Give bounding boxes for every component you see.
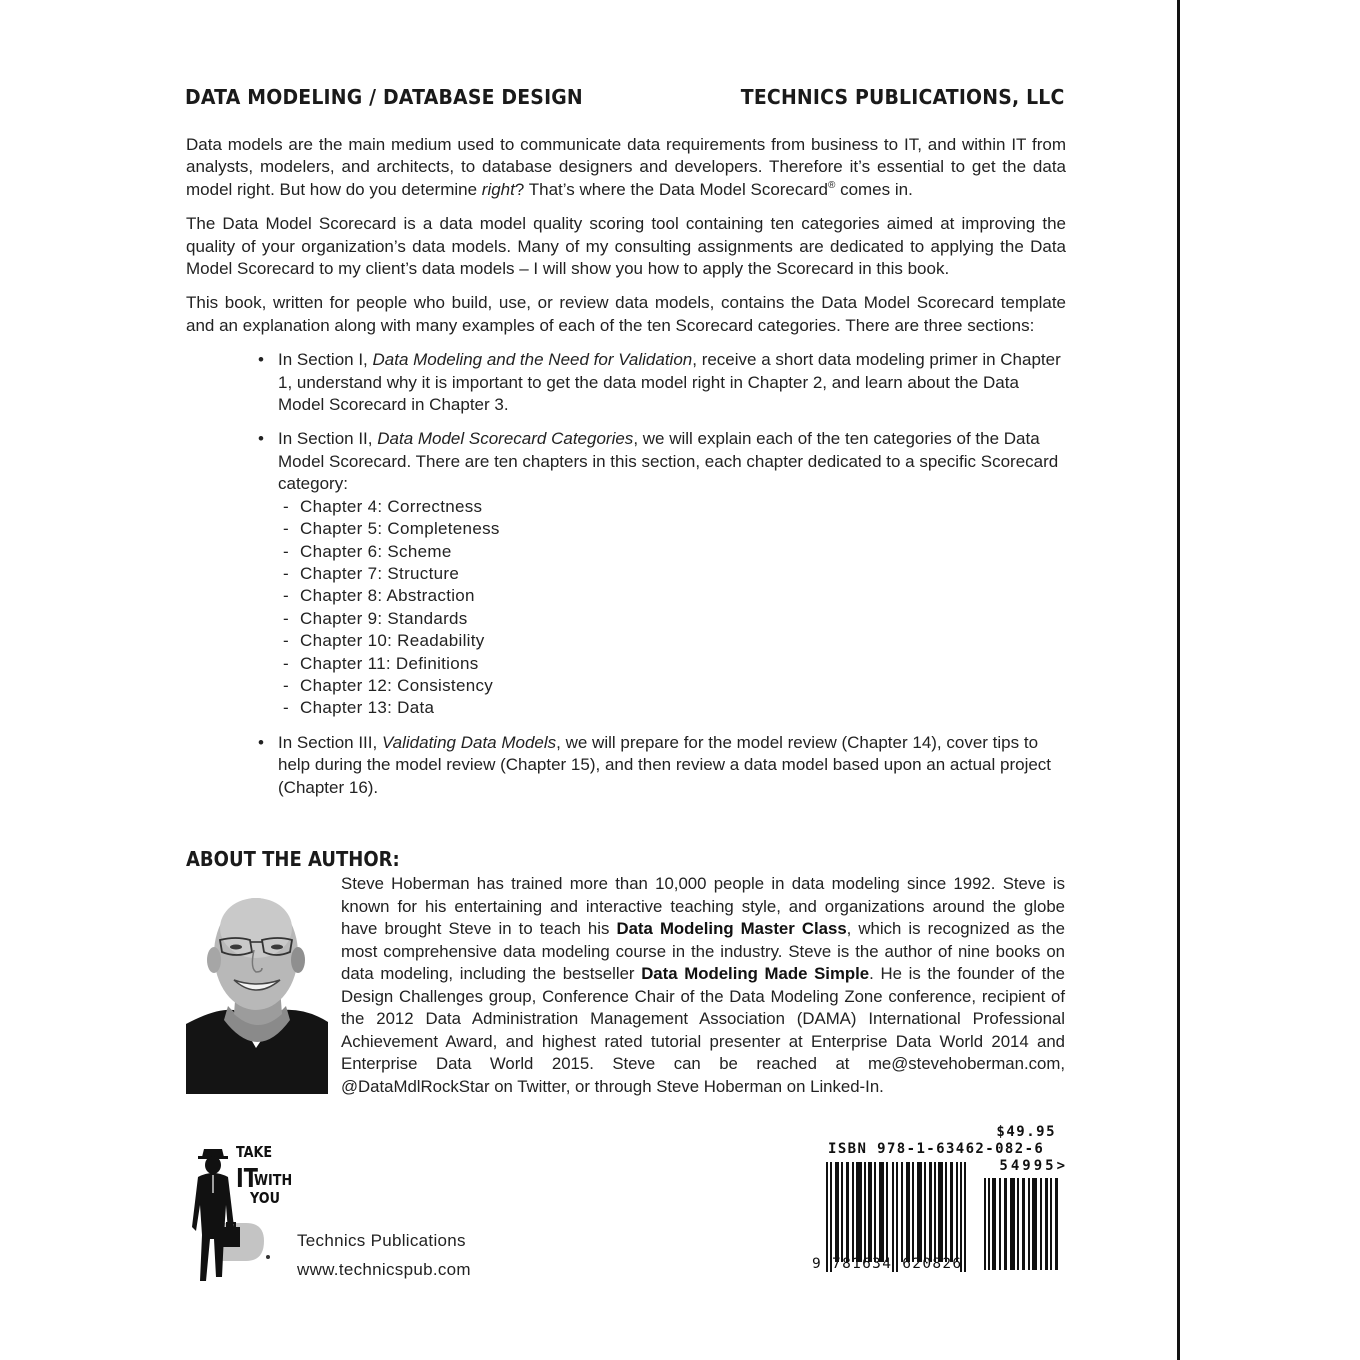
isbn-label: ISBN 978-1-63462-082-6 [828, 1141, 1045, 1157]
section-title: Data Model Scorecard Categories [377, 429, 634, 449]
chapter-list [278, 496, 1066, 720]
author-bio: Steve Hoberman has trained more than 10,000 people in data modeling since 1992. Steve is known for his entertaining and interactive teaching style, and organizations around the globe have brought Steve in to teach his Data Modeling Master Class, which is recognized as the most comprehensive data modeling course in the industry. Steve is the author of nine books on data modeling, including the bestseller Data Modeling Made Simple. He is the founder of the Design Challenges group, Conference Chair of the Data Modeling Zone conference, recipient of the 2012 Data Administration Management Association (DAMA) International Professional Achievement Award, and highest rated tutorial presenter at Enterprise Data World 2014 and Enterprise Data World 2015. Steve can be reached at me@stevehoberman.com, @DataMdlRockStar on Twitter, or through Steve Hoberman on Linked-In. [341, 874, 1066, 1096]
publisher-name: Technics Publications [297, 1231, 466, 1250]
section-list [186, 349, 1066, 799]
registered-mark: ® [827, 179, 836, 191]
svg-text:WITH: WITH [254, 1172, 293, 1190]
spine-edge-line [1177, 0, 1180, 1360]
book-description [186, 134, 1066, 811]
svg-text:TAKE: TAKE [236, 1144, 273, 1162]
section-item-1: • In Section I, Data Modeling and the Need for Validation, receive a short data modeling primer in Chapter 1, understand why it is important to get the data model right in Chapter 2, and learn about the Data Model Scorecard in Chapter 3. [258, 349, 1066, 416]
section-item-3: • In Section III, Validating Data Models, we will prepare for the model review (Chapter 14), cover tips to help during the model review (Chapter 15), and then review a data model based upon an actual project (Chapter 16). [258, 732, 1066, 799]
chapter-item: - Chapter 6: Scheme [278, 541, 1066, 563]
author-photo [186, 888, 328, 1094]
description-paragraph-2: The Data Model Scorecard is a data model quality scoring tool containing ten categories aimed at improving the quality of your organization’s data models. Many of my consulting assignments are dedicated to applying the Data Model Scorecard to my client’s data models – I will show you how to apply the Scorecard in this book. [186, 214, 1066, 279]
description-paragraph-3: This book, written for people who build, use, or review data models, contains the Data Model Scorecard template and an explanation along with many examples of each of the ten Scorecard categories. There are three sections: [186, 293, 1066, 335]
chapter-item: - Chapter 13: Data [278, 697, 1066, 719]
chapter-item: - Chapter 10: Readability [278, 630, 1066, 652]
section-item-2: • In Section II, Data Model Scorecard Categories, we will explain each of the ten categories of the Data Model Scorecard. There are ten chapters in this section, each chapter dedicated to a specific Scorecard category: - Chapter 4: Correctness - Chapter 5: Completeness - Chapter 6: Scheme - Chapter 7: Structure - Chapter 8: Abstraction - Chapter 9: Standards - Chapter 10: Readability - Chapter 11: Definitions - Chapter 12: Consistency - Chapter 13: Data [258, 428, 1066, 719]
chapter-item: - Chapter 5: Completeness [278, 518, 1066, 540]
chapter-item: - Chapter 8: Abstraction [278, 585, 1066, 607]
chapter-item: - Chapter 7: Structure [278, 563, 1066, 585]
chapter-item: - Chapter 9: Standards [278, 608, 1066, 630]
addon-barcode [984, 1178, 1062, 1270]
ean-digits: 9 781634 620826 [812, 1256, 963, 1272]
publisher-url: www.technicspub.com [297, 1260, 471, 1279]
book-name: Data Modeling Made Simple [641, 964, 870, 983]
description-paragraph-1: Data models are the main medium used to communicate data requirements from business to IT, and within IT from analysts, modelers, and architects, to database designers and developers. Therefore it’s essential to get the data model right. But how do you determine right? That’s where the Data Model Scorecard® comes in. [186, 135, 1066, 199]
price-addon-code: 54995> [999, 1158, 1068, 1174]
section-title: Validating Data Models [381, 732, 557, 752]
course-name: Data Modeling Master Class [616, 919, 847, 938]
svg-text:YOU: YOU [250, 1190, 280, 1208]
chapter-item: - Chapter 12: Consistency [278, 675, 1066, 697]
section-title: Data Modeling and the Need for Validation [372, 350, 693, 370]
about-author-heading: ABOUT THE AUTHOR: [186, 847, 400, 871]
publisher-info [297, 1226, 471, 1284]
cover-header [185, 85, 1065, 109]
chapter-item: - Chapter 11: Definitions [278, 653, 1066, 675]
publisher-label: TECHNICS PUBLICATIONS, LLC [740, 85, 1065, 109]
svg-text:IT: IT [236, 1162, 258, 1194]
category-label: DATA MODELING / DATABASE DESIGN [185, 85, 583, 109]
chapter-item: - Chapter 4: Correctness [278, 496, 1066, 518]
isbn-barcode-block [812, 1122, 1072, 1282]
price-label: $49.95 [996, 1124, 1056, 1140]
